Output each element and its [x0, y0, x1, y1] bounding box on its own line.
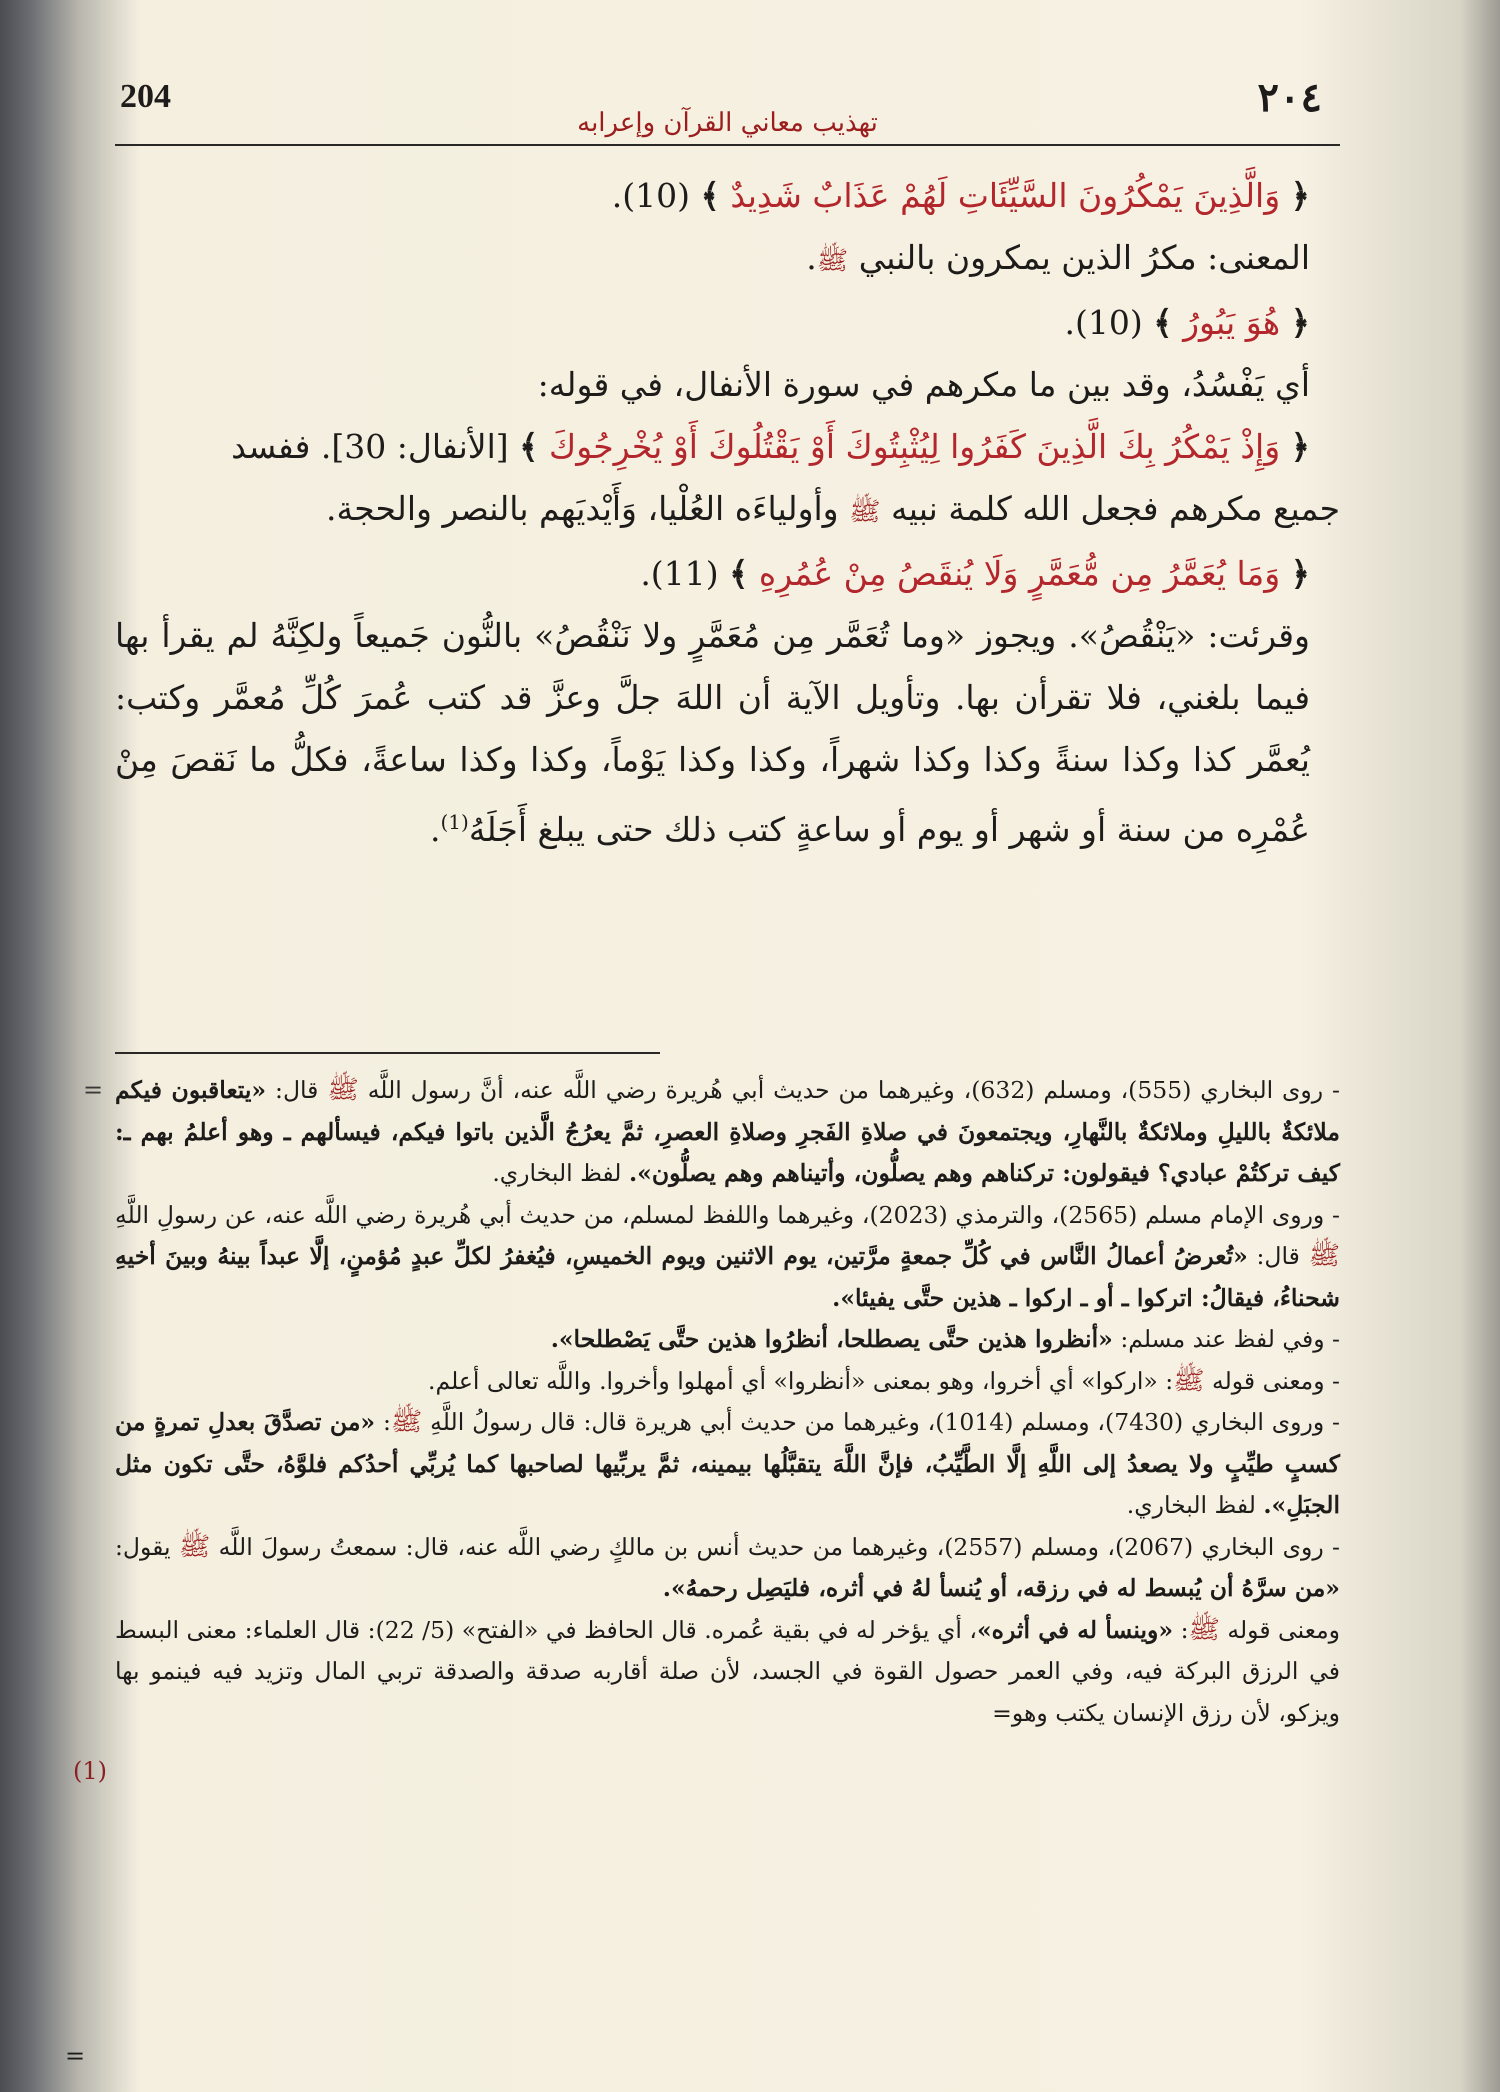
- paragraph-text: المعنى: مكرُ الذين يمكرون بالنبي: [858, 238, 1310, 277]
- salla-glyph: ﷺ: [390, 1407, 423, 1437]
- verse-text: هُوَ يَبُورُ: [1183, 303, 1281, 342]
- footnote-bukhari-2067: [115, 1527, 1340, 1610]
- footnote-text: : «اركوا» أي أخروا، وهو بمعنى «أنظروا» أي أمهلوا وأخروا. واللَّه تعالى أعلم.: [428, 1366, 1174, 1395]
- verse-text: وَإِذْ يَمْكُرُ بِكَ الَّذِينَ كَفَرُوا لِيُثْبِتُوكَ أَوْ يَقْتُلُوكَ أَوْ يُخْرِجُوكَ: [549, 427, 1281, 466]
- paragraph-text: وقرئت: «يَنْقُصُ». ويجوز «وما تُعَمَّر مِن مُعَمَّرٍ ولا نَنْقُصُ» بالنُّون جَميعاً ولكِنَّهُ لم يقرأ بها فيما بلغني، فلا تقرأن بها. وتأويل الآية أن اللهَ جلَّ وعزَّ قد كتب عُمرَ كُلِّ مُعمَّر وكتب: يُعمَّر كذا وكذا سنةً وكذا وكذا شهراً، وكذا وكذا يَوْماً، وكذا وكذا ساعةً، فكلُّ ما نَقصَ مِنْ عُمْرِه من سنة أو شهر أو يوم أو ساعةٍ كتب ذلك حتى يبلغ أَجَلَهُ: [115, 616, 1310, 849]
- footnote-text: :: [1180, 1615, 1189, 1644]
- salla-glyph: ﷺ: [178, 1531, 211, 1562]
- hadith-text: «يتعاقبون فيكم ملائكةٌ بالليلِ وملائكةٌ بالنَّهارِ، ويجتمعونَ في صلاةِ الفَجرِ وصلاةِ العصرِ، ثمَّ يعرُجُ الَّذين باتوا فيكم، فيسألهم ـ وهو أعلمُ بهم ـ: كيف تركتُمْ عبادي؟ فيقولون: تركناهم وهم يصلُّون، وأتيناهم وهم يصلُّون».: [115, 1076, 1340, 1187]
- paragraph-end: .: [806, 238, 817, 277]
- footnote-bukhari-555: [115, 1070, 1340, 1195]
- footnote-text: - وروى البخاري (7430)، ومسلم (1014)، وغيرهما من حديث أبي هريرة قال: قال رسولُ اللَّهِ: [430, 1408, 1340, 1436]
- footnote-text: ، أي يؤخر له في بقية عُمره. قال الحافظ في «الفتح» (5/ 22): قال العلماء: معنى البسط في الرزق البركة فيه، وفي العمر حصول القوة في الجسد، لأن صلة أقاربه صدقة والصدقة تربي المال وتزيد فيه فينمو بها ويزكو، لأن رزق الإنسان يكتب وهو=: [115, 1615, 1340, 1727]
- footnote-reference[interactable]: (1): [440, 810, 469, 834]
- footnote-text: - وروى الإمام مسلم (2565)، والترمذي (2023)، وغيرهما واللفظ لمسلم، من حديث أبي هُريرة رضي اللَّه عنه، عن رسولِ اللَّهِ: [115, 1200, 1340, 1229]
- verse-ref: (10).: [1064, 303, 1143, 342]
- verse-10a: [115, 165, 1340, 227]
- footnote-text: ومعنى قوله: [1227, 1615, 1341, 1644]
- footnote-muslim-variant: [115, 1319, 1340, 1361]
- hadith-text: «من سرَّهُ أن يُبسط له في رزقه، أو يُنسأ لهُ في أثره، فليَصِل رحمهُ».: [662, 1574, 1340, 1602]
- footnote-text: قال:: [275, 1076, 319, 1104]
- verse-ref: (11).: [640, 554, 719, 593]
- salla-glyph: ﷺ: [849, 497, 881, 527]
- salla-glyph: ﷺ: [327, 1075, 359, 1105]
- footnote-text: لفظ البخاري.: [1126, 1491, 1256, 1519]
- salla-glyph: ﷺ: [1173, 1365, 1205, 1396]
- verse-10b: [115, 292, 1340, 354]
- page-header: [115, 74, 1340, 146]
- footnote-bukhari-7430: [115, 1402, 1340, 1527]
- verse-ref: [الأنفال: 30]. ففسد: [231, 427, 509, 466]
- verse-anfal-30: [115, 416, 1340, 478]
- paragraph-plot: [115, 478, 1340, 543]
- footnote-text: قال:: [1256, 1242, 1300, 1270]
- page-number-arabic: ٢٠٤: [1257, 74, 1322, 121]
- footnote-separator: [115, 1052, 660, 1054]
- page-number-latin: 204: [120, 78, 171, 115]
- verse-open-bracket: ﴿: [1290, 554, 1310, 593]
- verse-text: وَمَا يُعَمَّرُ مِن مُّعَمَّرٍ وَلَا يُنقَصُ مِنْ عُمُرِهِ: [758, 554, 1281, 593]
- continuation-marker-end: =: [65, 2042, 86, 2070]
- hadith-text: «أنظروا هذين حتَّى يصطلحا، أنظرُوا هذين حتَّى يَصْطلحا».: [550, 1325, 1113, 1353]
- paragraph-text: جميع مكرهم فجعل الله كلمة نبيه: [891, 489, 1340, 528]
- verse-close-bracket: ﴾: [729, 554, 749, 593]
- hadith-text: «وينسأ له في أثره»: [976, 1615, 1174, 1644]
- salla-glyph: ﷺ: [816, 246, 849, 276]
- footnotes: [115, 1070, 1340, 1734]
- footnote-meaning-arku: [115, 1361, 1340, 1403]
- paragraph-end: .: [429, 810, 441, 849]
- hadith-text: «من تصدَّقَ بعدلِ تمرةٍ من كسبٍ طيِّبٍ ولا يصعدُ إلى اللَّهِ إلَّا الطَّيِّبُ، فإنَّ اللَّهَ يتقبَّلُها بيمينه، ثمَّ يربِّيها لصاحبها كما يُربِّي أحدُكم فلوَّهُ، حتَّى تكون مثل الجبَلِ».: [115, 1408, 1340, 1519]
- verse-open-bracket: ﴿: [1290, 176, 1310, 215]
- verse-11: [115, 543, 1340, 605]
- hadith-text: «تُعرضُ أعمالُ النَّاس في كُلِّ جمعةٍ مرَّتين، يوم الاثنين ويوم الخميسِ، فيُغفرُ لكلِّ عبدٍ مُؤمنٍ، إلَّا عبداً بينهُ وبينَ أخيهِ شحناءُ، فيقالُ: اتركوا ـ أو ـ اركوا ـ هذين حتَّى يفيئا».: [115, 1242, 1340, 1312]
- verse-open-bracket: ﴿: [1290, 427, 1310, 466]
- paragraph-text: وأولياءَه العُلْيا، وَأَيْديَهم بالنصر والحجة.: [326, 489, 839, 528]
- footnote-text: - ومعنى قوله: [1212, 1366, 1340, 1395]
- paragraph-anfal: أي يَفْسُدُ، وقد بين ما مكرهم في سورة الأنفال، في قوله:: [537, 365, 1310, 404]
- salla-glyph: ﷺ: [1188, 1614, 1220, 1645]
- paragraph-reading: [115, 605, 1340, 861]
- continuation-marker: =: [83, 1076, 104, 1104]
- main-text: [115, 165, 1340, 861]
- footnote-text: - وفي لفظ عند مسلم:: [1120, 1325, 1340, 1353]
- verse-text: وَالَّذِينَ يَمْكُرُونَ السَّيِّئَاتِ لَهُمْ عَذَابٌ شَدِيدٌ: [730, 176, 1281, 215]
- salla-glyph: ﷺ: [1308, 1241, 1340, 1271]
- verse-close-bracket: ﴾: [1153, 303, 1173, 342]
- paragraph-meaning: [115, 227, 1340, 292]
- footnote-text: - روى البخاري (555)، ومسلم (632)، وغيرهما من حديث أبي هُريرة رضي اللَّه عنه، أنَّ رسول اللَّه: [367, 1076, 1340, 1104]
- verse-close-bracket: ﴾: [700, 176, 720, 215]
- footnote-muslim-2565: [115, 1195, 1340, 1320]
- footnote-text: - روى البخاري (2067)، ومسلم (2557)، وغيرهما من حديث أنس بن مالكٍ رضي اللَّه عنه، قال: سمعتُ رسولَ اللَّه: [218, 1532, 1340, 1561]
- running-title: تهذيب معاني القرآن وإعرابه: [577, 108, 878, 138]
- footnote-fath-commentary: [115, 1610, 1340, 1735]
- footnote-text: :: [382, 1408, 391, 1436]
- book-page: [65, 60, 1341, 2070]
- footnote-text: يقول:: [115, 1532, 171, 1561]
- footnote-text: لفظ البخاري.: [492, 1159, 622, 1187]
- verse-close-bracket: ﴾: [519, 427, 539, 466]
- verse-open-bracket: ﴿: [1290, 303, 1310, 342]
- verse-ref: (10).: [611, 176, 691, 215]
- footnote-number: (1): [73, 1757, 107, 1785]
